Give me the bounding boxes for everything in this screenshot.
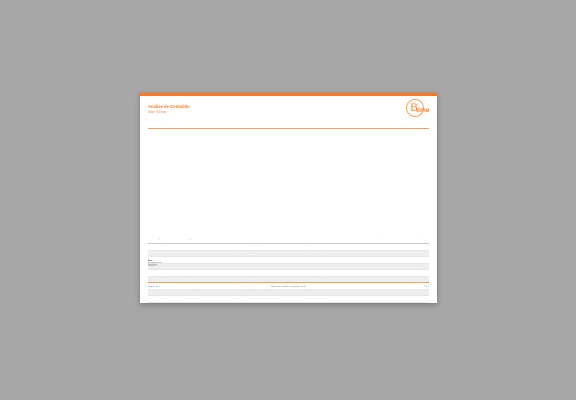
cell-url[interactable]: http://www.btime.com.br/pagina/consultoria.html (236, 265, 267, 267)
header-title: Título da página (181, 239, 194, 240)
cell-review: Sublinhados (370, 258, 379, 260)
footer-page-info: Página 1 de 1 (148, 286, 160, 288)
logo-wordmark: time (416, 107, 430, 114)
cell-more-info: Incluir (397, 297, 402, 299)
cell-page: Sobre (156, 252, 161, 254)
notes-line: Observações (148, 266, 156, 268)
notes-line: Nota explicativa do item (148, 262, 162, 264)
cell-number: 3 (148, 258, 150, 260)
cell-description: Página de entrada do site (306, 245, 323, 247)
cell-page: Marketing (156, 278, 163, 280)
cell-format: Texto (358, 271, 363, 273)
cell-more-info: Incluir (397, 278, 402, 280)
header-url: URL (236, 239, 240, 240)
cell-title: Consultoria (181, 265, 189, 267)
footer-center-text: Análise de Conteúdo | www.btime.com.br (271, 286, 306, 288)
cell-review: Sublinhados (370, 278, 379, 280)
cell-title: Home - Tranklin do Outro Website (181, 245, 203, 247)
table-body (148, 244, 429, 303)
document-title: Análise de Conteúdo (148, 104, 190, 109)
cell-more-info: Reescrever (397, 245, 405, 247)
cell-number: 3.1 (148, 265, 151, 267)
notes-title: Notas (148, 261, 153, 262)
accent-bar (140, 93, 437, 96)
header-page: Página/Aba (156, 239, 165, 240)
cell-more-info: Incluir (397, 271, 402, 273)
cell-description: Informações sobre a empresa (306, 252, 326, 254)
document-subtitle: Site: BTime (148, 109, 167, 114)
cell-description: Detalhes da consultoria (306, 265, 322, 267)
cell-url[interactable]: http://www.btime.com.br/pagina/design.html (236, 271, 264, 273)
cell-description: Lista de serviços oferecidos (306, 258, 324, 260)
logo-glyph: B (410, 100, 419, 114)
cell-page: Serviços (156, 258, 163, 260)
cell-format: Texto (358, 297, 363, 299)
cell-format: Texto (358, 284, 363, 286)
cell-review: Sublinhados (370, 271, 379, 273)
cell-url[interactable]: http://www.btime.com.br/pagina/identidade-visual-e-design.html (236, 291, 276, 293)
cell-title: Serviços (181, 258, 188, 260)
cell-format: Texto (358, 245, 363, 247)
cell-format: Texto (358, 252, 363, 254)
cell-url[interactable]: http://www.btime.com.br/pagina/servicos.html (236, 258, 265, 260)
cell-url[interactable]: http://www.btime.com.br/pagina/marketing.html (236, 278, 266, 280)
cell-number: 2 (148, 252, 150, 254)
cell-format: Texto (358, 258, 363, 260)
cell-url[interactable]: http://www.btime.com.br/pagina/homepage.html (236, 245, 267, 247)
cell-more-info: Reescrever (397, 252, 405, 254)
cell-number: 1 (148, 245, 150, 247)
cell-title: Identidade visual e design de marca (181, 291, 205, 293)
cell-description: Serviços de marketing digital (306, 278, 325, 280)
cell-review: Sublinhados (370, 297, 379, 299)
cell-title: Design (181, 271, 187, 273)
cell-more-info: Incluir (397, 265, 402, 267)
cell-title: Marketing (181, 278, 188, 280)
content-table (148, 236, 429, 303)
cell-more-info: Incluir (397, 284, 402, 286)
cell-page: Design (156, 271, 162, 273)
cell-page: Identidade visual (156, 291, 168, 293)
cell-review: Sublinhados (370, 245, 379, 247)
cell-page: Embalagens (156, 297, 165, 299)
cell-number: 4.2 (148, 297, 151, 299)
header-more-info: Mais Informações, Intervenção, Decisão (397, 239, 427, 240)
cell-url[interactable]: http://www.btime.com.br/pagina/sobre-nos.html (236, 252, 266, 254)
cell-description: Projetos de design e identidade (306, 271, 327, 273)
cell-title: Embalagens e design de produto (181, 297, 203, 299)
cell-number: 4.1 (148, 291, 151, 293)
footer-page-number: Pg. 1 (424, 286, 429, 288)
cell-format: Texto (358, 278, 363, 280)
cell-number: 4 (148, 284, 150, 286)
cell-description: Galeria de trabalhos realizados (306, 284, 327, 286)
cell-review: Sublinhados (370, 252, 379, 254)
cell-review: Sublinhados (370, 265, 379, 267)
header-description: Descrição (306, 239, 314, 240)
table-header (148, 236, 429, 244)
notes-line: Fonte dos dados (148, 264, 158, 266)
header-number: Nº (148, 239, 151, 240)
cell-url[interactable]: http://www.btime.com.br/pagina/embalagens-e-design-de-produto.html (236, 297, 281, 299)
cell-title: Sobre (181, 252, 186, 254)
cell-format: Texto (358, 291, 363, 293)
cell-page: Consultoria (156, 265, 164, 267)
cell-review: Sublinhados (370, 284, 379, 286)
cell-page: Portfólio (156, 284, 162, 286)
cell-review: Sublinhados (370, 291, 379, 293)
cell-format: Texto (358, 265, 363, 267)
cell-more-info: Incluir (397, 291, 402, 293)
cell-page: Homepage (156, 245, 164, 247)
notes-section (148, 258, 162, 268)
cell-description: Exemplos de marcas criadas (306, 291, 325, 293)
cell-description: Projetos de embalagens e produtos (306, 297, 329, 299)
cell-number: 3.3 (148, 278, 151, 280)
document-page (140, 93, 437, 303)
brand-logo (406, 99, 430, 119)
header-format: Formato (358, 239, 365, 240)
cell-url[interactable]: http://www.btime.com.br/pagina/portfolio.html (236, 284, 265, 286)
header-review: Condição para Revisar (370, 239, 388, 240)
cell-number: 3.2 (148, 271, 151, 273)
table-row (148, 303, 429, 304)
cell-title: Portfólio (181, 284, 187, 286)
cell-more-info: Incluir (397, 258, 402, 260)
